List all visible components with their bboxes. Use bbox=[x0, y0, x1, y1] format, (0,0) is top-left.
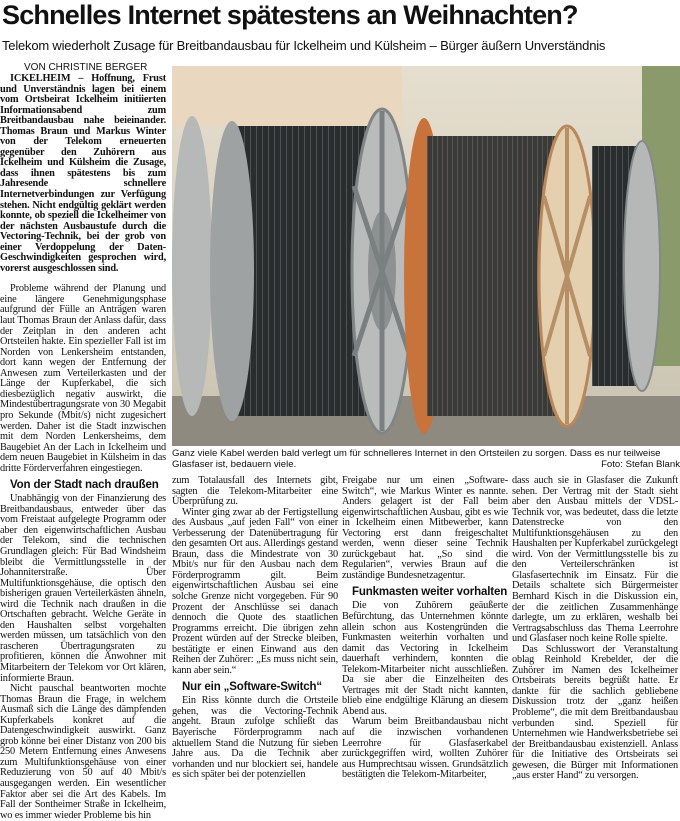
photo-credit: Foto: Stefan Blank bbox=[601, 458, 680, 470]
paragraph: Probleme während der Planung und eine längere Genehmigungsphase aufgrund der Fülle an Anträgen waren laut Thomas Braun der Anlass dafür, dass der Zeitplan in den anderen acht Ortsteilen hakte. Ein spezieller Fall ist im Norden von Lenkersheim entstanden, dort kann wegen der Entfernung der Anwesen zum Verteilerkasten und der Länge der Kupferkabel, die sich diesbezüglich negativ auswirkt, die Mindestübertragungsrate von 30 Megabit pro Sekunde (Mbit/s) nicht zugesichert werden. Daher ist die Stadt inzwischen mit dem Norden Lenkersheims, dem Baugebiet An der Lach in Ickelheim und dem neuen Baugebiet in Külsheim in das dritte Förderverfahren eingestiegen. bbox=[0, 283, 166, 474]
paragraph: Unabhängig von der Finanzierung des Breitbandausbaus, entweder über das vom Freistaat aufgelegte Programm oder aber den eigenwirtschaftlichen Ausbau der Telekom, sind die technischen Grundlagen gleich: Für Bad Windsheim bleibt die Vermittlungsstelle in der Johanniterstraße. Über Multifunktionsgehäuse, die optisch den bisherigen grauen Verteilerkästen ähneln, wird die Technik nach draußen in die Ortschaften gebracht. Welche Geräte in den Haushalten selbst vorgehalten werden müssen, um tatsächlich von den rascheren Übertragungsraten zu profitieren, können die Anwohner mit Mitarbeitern der Telekom vor Ort klären, informierte Braun. bbox=[0, 493, 166, 684]
column-3 bbox=[342, 476, 508, 781]
lead-paragraph: ICKELHEIM – Hoffnung, Frust und Unverständnis lagen bei einem vom Ortsbeirat Ickelheim initiierten Informationsabend zum Breitbandausbau nahe beieinander. Thomas Braun und Markus Winter von der Telekom erneuerten gegenüber den Zuhörern aus Ickelheim und Külsheim die Zusage, dass ihnen spätestens bis zum Jahresende schnellere Internetverbindungen zur Verfügung stehen. Nicht endgültig geklärt werden konnte, ob speziell die Ickelheimer von der nächsten Ausbaustufe durch die Vectoring-Technik, bei der grob von einer Verdoppelung der Daten-Geschwindigkeiten gesprochen wird, vorerst ausgeschlossen sind. bbox=[0, 73, 166, 274]
subheading: Nur ein „Software-Switch“ bbox=[182, 681, 323, 694]
headline: Schnelles Internet spätestens an Weihnachten? bbox=[2, 0, 578, 30]
paragraph: Winter ging zwar ab der Fertigstellung des Ausbaus „auf jeden Fall“ von einer Verbesserung der Datenübertragung für den gesamten Ort aus. Allerdings gestand Braun, dass die Mindestrate von 30 Mbit/s nur für den Ausbau nach dem Förderprogramm gilt. Beim eigenwirtschaftlichen Ausbau sei eine solche Grenze nicht vorgegeben. Für 90 Prozent der Anschlüsse sei danach dennoch die Quote des staatlichen Programms erreicht. Die übrigen zehn Prozent würden auf der Strecke bleiben, bestätigte er einen Einwand aus den Reihen der Zuhörer: „Es muss nicht sein, kann aber sein.“ bbox=[172, 506, 338, 676]
paragraph: Ein Riss könnte durch die Ortsteile gehen, was die Vectoring-Technik angeht. Braun zufolge schließt das Bayerische Förderprogramm nach aktuellem Stand die Nutzung für sieben Jahre aus. Da die Technik aber vorhanden und nur blockiert sei, handele es sich später bei der potenziellen bbox=[172, 695, 338, 781]
column-4 bbox=[512, 476, 678, 782]
byline: VON CHRISTINE BERGER bbox=[24, 62, 148, 73]
paragraph: Warum beim Breitbandausbau nicht auf die inzwischen vorhandenen Leerrohre für Glasfaserkabel zurückgegriffen wird, wollten Zuhörer aus Humprechtsau wissen. Grundsätzlich bestätigten die Telekom-Mitarbeiter, bbox=[342, 716, 508, 781]
paragraph: Nicht pauschal beantworten mochte Thomas Braun die Frage, in welchem Ausmaß sich die Länge des dämpfenden Kupferkabels konkret auf die Datengeschwindigkeit auswirkt. Ganz grob könne bei einer Distanz von 200 bis 250 Metern Entfernung eines Anwesens zum Multifunktionsgehäuse von einer Reduzierung von 50 auf 40 Mbit/s ausgegangen werden. Ein wesentlicher Faktor aber sei die Art des Kabels. Im Fall der Sontheimer Straße in Ickelheim, wo es immer wieder Probleme bis hin bbox=[0, 683, 166, 821]
paragraph: Die von Zuhörern geäußerte Befürchtung, das Unternehmen könnte allein schon aus Kostengründen die Funkmasten weiterhin vorhalten und damit das Vectoring in Ickelheim dauerhaft verhindern, konnten die Telekom-Mitarbeiter nicht ausschließen. Da sie aber die Einzelheiten des Vertrages mit der Stadt nicht kannten, blieb eine endgültige Klärung an diesem Abend aus. bbox=[342, 600, 508, 717]
caption-text: Ganz viele Kabel werden bald verlegt um für schnelleres Internet in den Ortsteilen zu sorgen. Dass es nur teilweise Glasfaser ist, bedauern viele. bbox=[172, 448, 661, 470]
paragraph: Das Schlusswort der Veranstaltung oblag Reinhold Krebelder, der die Zuhörer im Namen des Ickelheimer Ortsbeirats bereits begrüßt hatte. Er dankte für die sachlich gebliebene Diskussion trotz der „ganz heißen Probleme“, die mit dem Breitbandausbau verbunden sind. Speziell für Unternehmen wie Handwerksbetriebe sei der Breitbandausbau existenziell. Anlass für die Initiative des Ortsbeirats sei gewesen, die Bürger mit Informationen „aus erster Hand“ zu versorgen. bbox=[512, 643, 678, 782]
paragraph: Freigabe nur um einen „Software-Switch“, wie Markus Winter es nannte. Anders gelagert ist der Fall beim eigenwirtschaftlichen Ausbau, gibt es wie in Ickelheim einen Mitbewerber, kann Vectoring erst dann freigeschaltet werden, wenn dieser seine Technik zurückgebaut hat. „So sind die Regularien“, verwies Braun auf die zuständige Bundesnetzagentur. bbox=[342, 475, 508, 581]
paragraph: zum Totalausfall des Internets gibt, sagten die Telekom-Mitarbeiter eine Überprüfung zu. bbox=[172, 475, 338, 508]
subheading: Funkmasten weiter vorhalten bbox=[352, 586, 508, 599]
subheadline: Telekom wiederholt Zusage für Breitbandausbau für Ickelheim und Külsheim – Bürger äußern Unverständnis bbox=[2, 38, 606, 53]
subheading: Von der Stadt nach draußen bbox=[10, 479, 159, 492]
column-1 bbox=[0, 74, 166, 821]
cable-drums-photo bbox=[172, 66, 680, 446]
paragraph: dass auch sie in Glasfaser die Zukunft sehen. Der Vertrag mit der Stadt sieht aber den Ausbau mittels der VDSL-Technik vor, was bedeutet, dass die letzte Datenstrecke von den Multifunktionsgehäusen zu den Haushalten per Kupferkabel zurückgelegt wird. Von der Vermittlungsstelle bis zu den Verteilerschränken ist Glasfasertechnik im Einsatz. Für die Details schaltete sich Bürgermeister Bernhard Kisch in die Diskussion ein, der die zeitlichen Zusammenhänge darlegte, um zu erklären, weshalb bei Vertragsabschluss das Thema Leerrohre und Glasfaser noch keine Rolle spielte. bbox=[512, 475, 678, 645]
column-2 bbox=[172, 476, 338, 781]
photo-caption bbox=[172, 449, 680, 470]
